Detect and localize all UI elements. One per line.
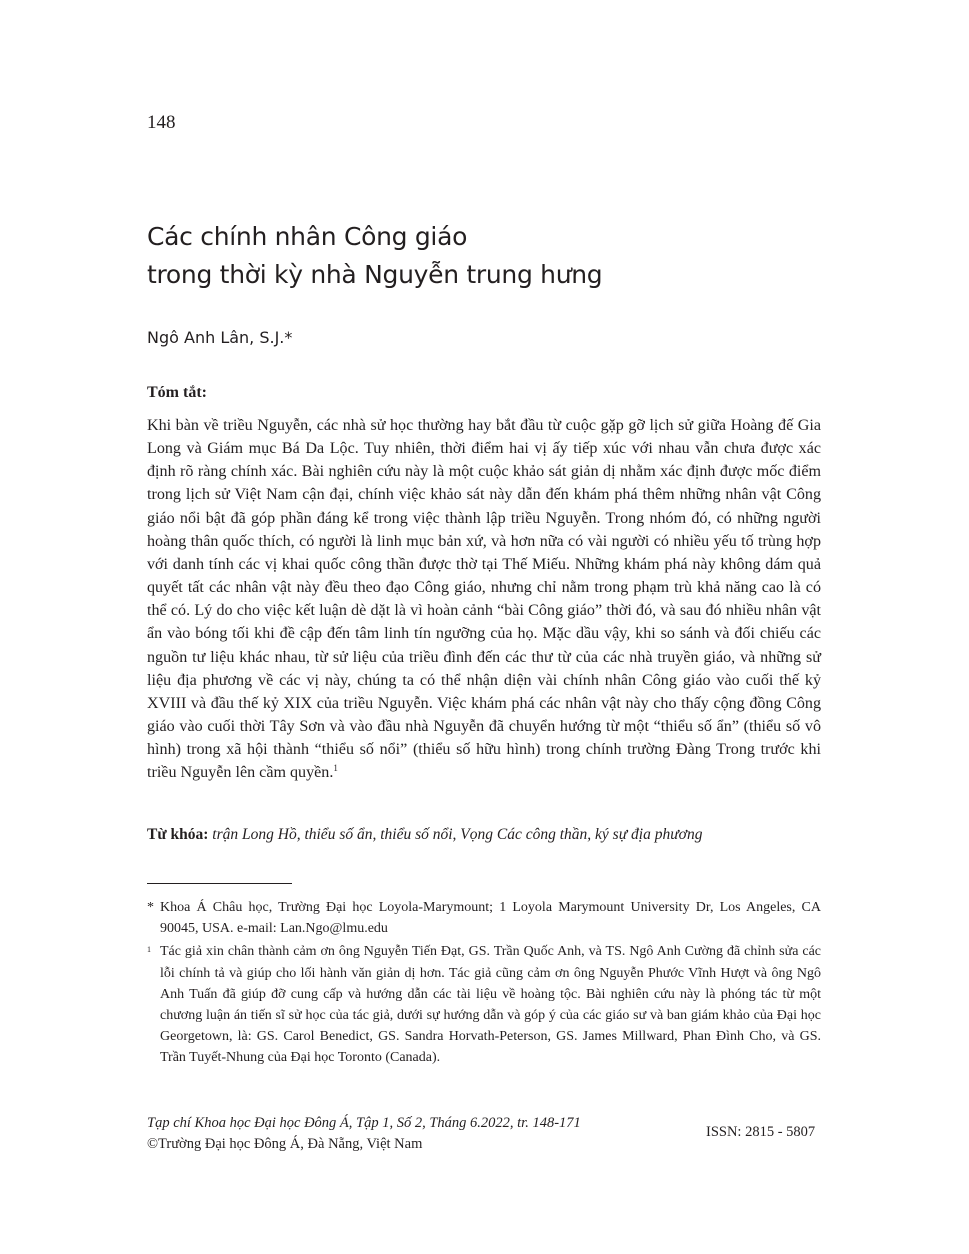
footnote-divider [147,883,292,884]
title-line-1: Các chính nhân Công giáo [147,222,468,251]
footnote-text: Khoa Á Châu học, Trường Đại học Loyola-Marymount; 1 Loyola Marymount University Dr, Los Angeles, CA 90045, USA. e-mail: Lan.Ngo@lmu.edu [160,900,821,937]
footnotes [147,897,821,1071]
footnote-author [147,897,821,939]
keywords [147,826,821,844]
abstract-body [147,414,821,785]
journal-info [147,1113,581,1155]
journal-citation: Tạp chí Khoa học Đại học Đông Á, Tập 1, Số 2, Tháng 6.2022, tr. 148-171 [147,1115,581,1131]
footnote-mark: * [147,900,154,915]
author-name: Ngô Anh Lân, S.J.* [147,328,293,347]
title-line-2: trong thời kỳ nhà Nguyễn trung hưng [147,260,603,289]
footnote-ref-1[interactable]: 1 [333,763,338,774]
footnote-1 [147,941,821,1068]
article-title [147,218,847,294]
page-number: 148 [147,112,176,133]
keywords-label: Từ khóa: [147,826,209,843]
footnote-mark: 1 [147,945,151,955]
footnote-text: Tác giả xin chân thành cảm ơn ông Nguyễn Tiến Đạt, GS. Trần Quốc Anh, và TS. Ngô Anh Cường đã chỉnh sửa các lỗi chính tả và giúp cho lối hành văn giản dị hơn. Tác giả cũng cảm ơn ông Nguyễn Phước Vĩnh Hượt và ông Ngô Anh Tuấn đã giúp đỡ cung cấp và hướng dẫn các tài liệu về hoàng tộc. Bài nghiên cứu này là phóng tác từ một chương luận án tiến sĩ sử học của tác giả, dưới sự hướng dẫn và góp ý của các giáo sư và ban giám khảo của Đại học Georgetown, là: GS. Carol Benedict, GS. Sandra Horvath-Peterson, GS. James Millward, Phan Đình Cho, và GS. Trần Tuyết-Nhung của Đại học Toronto (Canada). [160,944,821,1066]
journal-copyright: ©Trường Đại học Đông Á, Đà Nẵng, Việt Nam [147,1136,423,1152]
abstract-text: Khi bàn về triều Nguyễn, các nhà sử học thường hay bắt đầu từ cuộc gặp gỡ lịch sử giữa Hoàng đế Gia Long và Giám mục Bá Da Lộc. Tuy nhiên, thời điểm hai vị ấy tiếp xúc với nhau vẫn chưa được xác định rõ ràng chính xác. Bài nghiên cứu này là một cuộc khảo sát giản dị nhằm xác định được mốc điểm trong lịch sử Việt Nam cận đại, chính việc khảo sát này dẫn đến khám phá thêm những nhân vật Công giáo nổi bật đã góp phần đáng kể trong việc thành lập triều Nguyễn. Trong nhóm đó, có những người hoàng thân quốc thích, có người là linh mục bản xứ, và hơn nữa có vài người có nhiều yếu tố trùng hợp với danh tính các vị khai quốc công thần được thờ tại Thế Miếu. Những khám phá này không dám quả quyết tất các nhân vật này đều theo đạo Công giáo, nhưng chỉ nằm trong phạm trù khả năng cao là có thể có. Lý do cho việc kết luận dè dặt là vì hoàn cảnh “bài Công giáo” thời đó, và sau đó nhiều nhân vật ẩn vào bóng tối khi đề cập đến tâm linh tín ngưỡng của họ. Mặc dầu vậy, khi so sánh và đối chiếu các nguồn tư liệu khác nhau, từ sử liệu của triều đình đến các thư từ của các nhà truyền giáo, và những sử liệu địa phương về các vị này, chúng ta có thể nhận diện vài chính nhân Công giáo vào cuối thế kỷ XVIII và đầu thế kỷ XIX của triều Nguyễn. Việc khám phá các nhân vật này cho thấy cộng đồng Công giáo vào cuối thời Tây Sơn và vào đầu nhà Nguyễn đã chuyển hướng từ một “thiểu số ẩn” (thiểu số vô hình) trong xã hội thành “thiểu số nổi” (thiểu số hữu hình) trong chính trường Đàng Trong trước khi triều Nguyễn lên cầm quyền. [147,417,821,782]
abstract-heading: Tóm tắt: [147,384,207,401]
keywords-text: trận Long Hồ, thiểu số ẩn, thiểu số nổi, Vọng Các công thần, ký sự địa phương [212,826,703,843]
issn: ISSN: 2815 - 5807 [706,1124,816,1140]
